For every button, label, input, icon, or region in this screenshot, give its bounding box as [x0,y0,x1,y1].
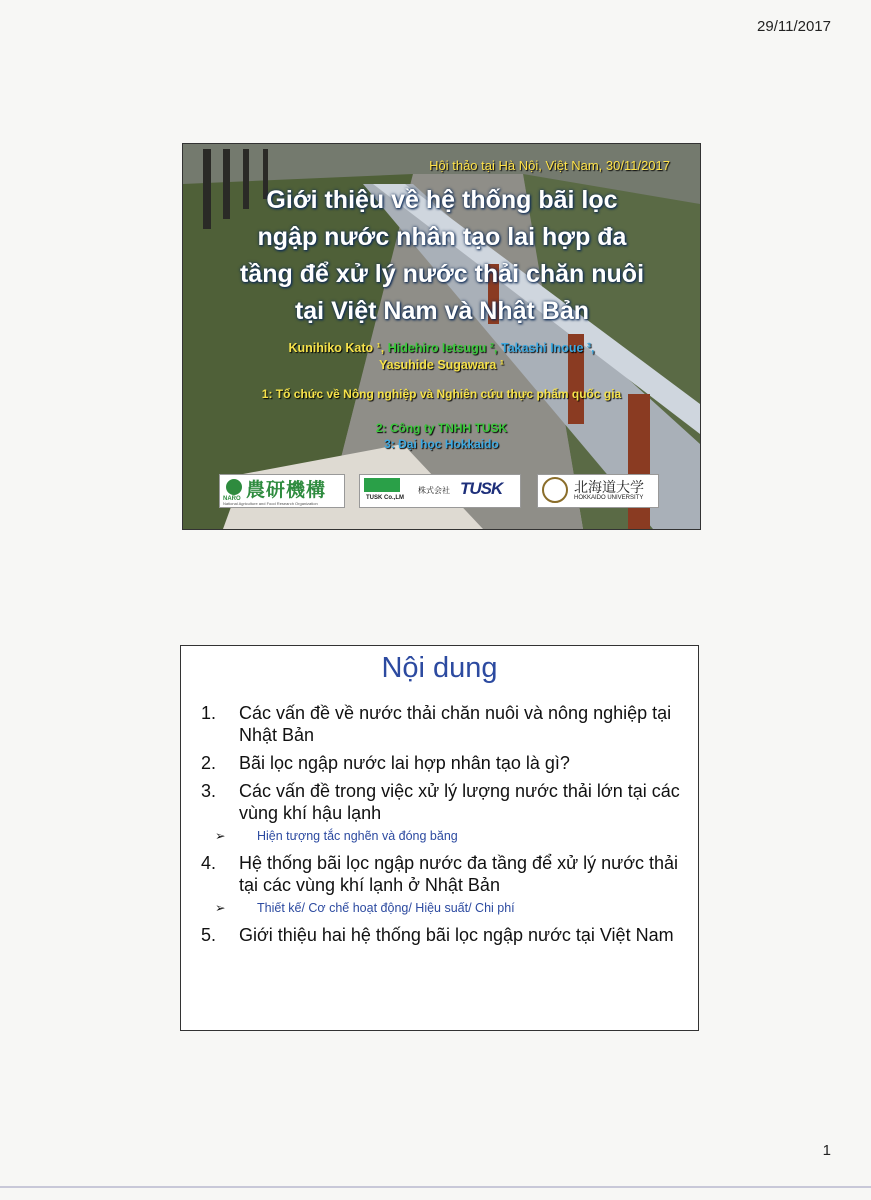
hokkaido-emblem-icon [542,477,568,503]
tusk-wordmark: TUSK [460,479,503,498]
contents-list [201,702,681,952]
author-kato: Kunihiko Kato ¹, [288,341,385,355]
list-item [201,924,681,946]
naro-name: 農研機構 [246,480,327,501]
item-number: 2. [201,753,217,773]
arrow-bullet-icon: ➢ [215,829,226,843]
item-number: 1. [201,703,217,723]
item-text: Bãi lọc ngập nước lai hợp nhân tạo là gì? [239,753,570,773]
affiliation-1: 1: Tổ chức về Nông nghiệp và Nghiên cứu thực phẩm quốc gia [261,387,622,401]
page-edge-line [0,1186,871,1188]
naro-subtitle: National Agriculture and Food Research Organization [223,501,318,506]
title-line: ngập nước nhân tạo lai hợp đa [257,223,627,251]
affiliation-2: 2: Công ty TNHH TUSK [375,421,508,435]
title-line: Giới thiệu về hệ thống bãi lọc [266,186,618,214]
list-item [201,702,681,746]
list-item [201,852,681,896]
author-sugawara: Yasuhide Sugawara ¹ [378,358,505,372]
list-item [201,752,681,774]
naro-logo [219,474,345,508]
arrow-bullet-icon: ➢ [215,901,226,915]
item-number: 3. [201,781,217,801]
hokkaido-logo [537,474,659,508]
item-text: Các vấn đề trong việc xử lý lượng nước thải lớn tại các vùng khí hậu lạnh [239,781,680,823]
tusk-mark-icon [364,478,400,492]
affiliation-3: 3: Đại học Hokkaido [384,437,499,451]
naro-abbr: NARO [223,496,241,502]
list-item [201,780,681,824]
item-number: 4. [201,853,217,873]
hokkaido-name: 北海道大学 [574,479,644,495]
tusk-corp-name: TUSK Co.,LM [366,495,404,501]
author-ietsugu: Hidehiro Ietsugu ², [387,341,498,355]
tusk-logo [359,474,521,508]
item-text: Hệ thống bãi lọc ngập nước đa tầng để xử lý nước thải tại các vùng khí lạnh ở Nhật Bản [239,853,679,895]
contents-slide [180,645,699,1031]
author-list [193,341,690,355]
sub-item-text: Hiện tượng tắc nghẽn và đóng băng [257,829,458,843]
contents-title: Nội dung [381,652,498,684]
title-line: tầng để xử lý nước thải chăn nuôi [239,260,645,288]
title-line: tại Việt Nam và Nhật Bản [294,297,590,325]
item-number: 5. [201,925,217,945]
sub-item-text: Thiết kế/ Cơ chế hoạt động/ Hiệu suất/ Chi phí [257,901,515,915]
page-date: 29/11/2017 [757,18,831,35]
title-slide [182,143,701,530]
page-number: 1 [822,1142,831,1159]
hokkaido-name-en: HOKKAIDO UNIVERSITY [574,495,644,501]
naro-leaf-icon [226,479,242,495]
sub-item [215,900,681,916]
item-text: Các vấn đề về nước thải chăn nuôi và nông nghiệp tại Nhật Bản [239,703,672,745]
event-caption: Hội thảo tại Hà Nội, Việt Nam, 30/11/2017 [429,158,670,173]
slide-title [197,182,687,330]
item-text: Giới thiệu hai hệ thống bãi lọc ngập nước tại Việt Nam [239,925,674,945]
sub-item [215,828,681,844]
author-inoue: Takashi Inoue ³, [500,341,595,355]
tusk-jp-label: 株式会社 [418,486,450,495]
